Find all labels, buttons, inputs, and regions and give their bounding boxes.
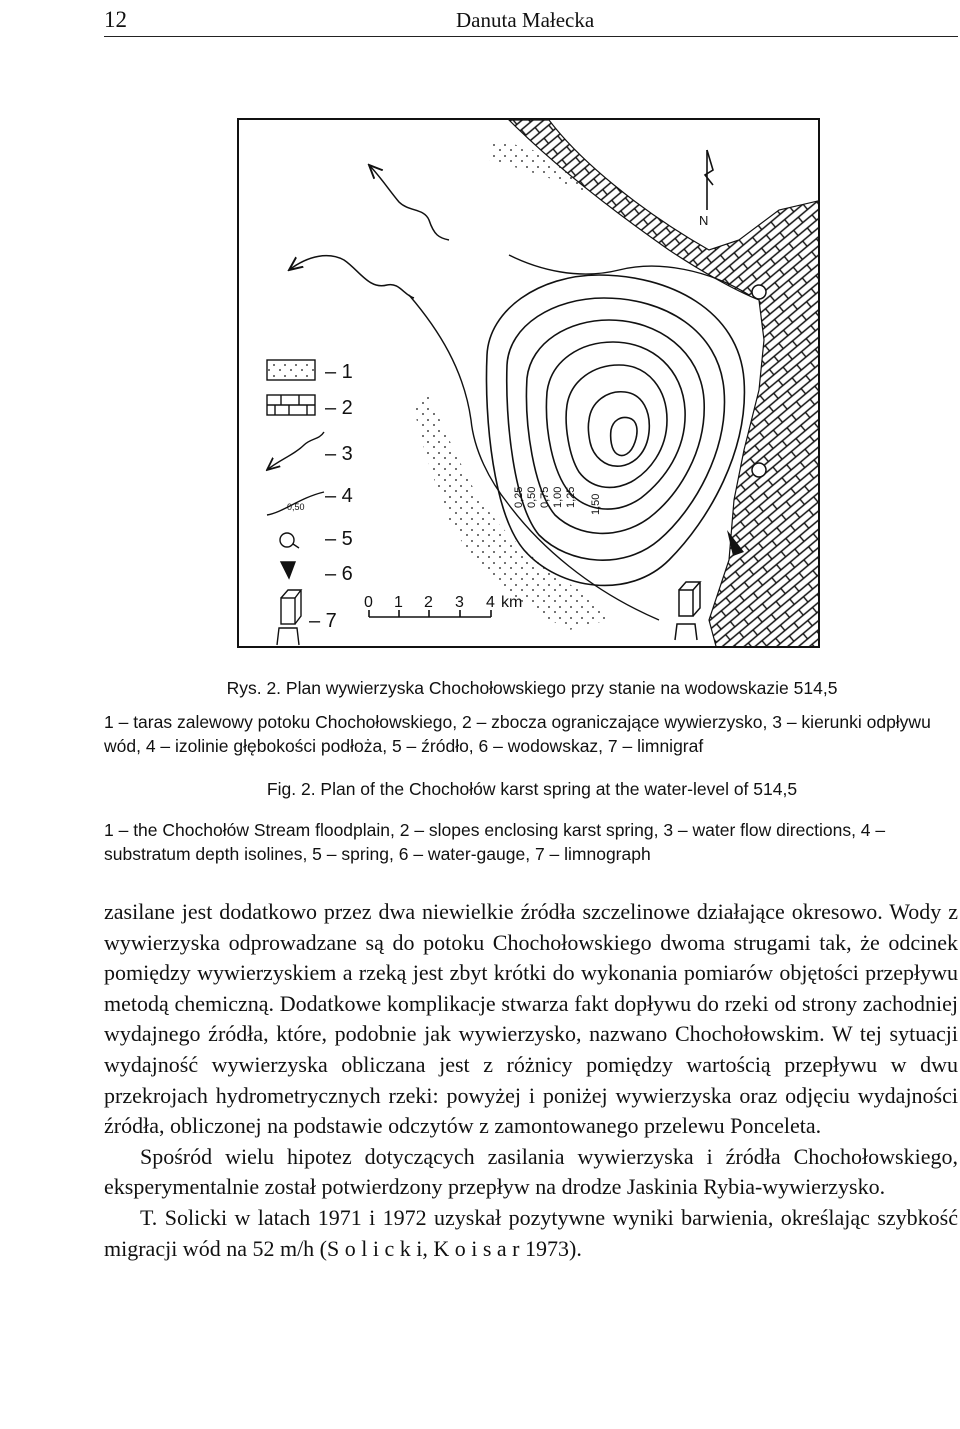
paragraph: zasilane jest dodatkowo przez dwa niewielkie źródła szczelinowe działające okresowo. Wody z wywierzyska odprowadzane są do potoku Chochołowskiego dwoma strugami tak, że odcinek pomiędzy wywierzyskiem a rzeką jest zbyt krótki do wykonania pomiarów objętości przepływu metodą chemiczną. Dodatkowe komplikacje stwarza fakt dopływu do rzeki od strony zachodniej wydajnego źródła, które, podobnie jak wywierzysko, nazwano Chochołowskim. W tej sytuacji wydajność wywierzyska obliczana jest z różnicy pomiędzy wartością przepływu w dwu przekrojach hydrometrycznych rzeki: powyżej i poniżej wywierzyska oraz odjęciu wydajności źródła, obliczonej na podstawie odczytów z zamontowanego przelewu Ponceleta. bbox=[104, 899, 958, 1139]
isoline-label: 1,25 bbox=[565, 486, 577, 508]
spring-icon bbox=[280, 533, 294, 547]
water-gauge-icon bbox=[281, 562, 295, 578]
scale-tick-label: 0 bbox=[364, 594, 373, 611]
scale-tick-label: 2 bbox=[424, 594, 433, 611]
legend-number: – 6 bbox=[325, 563, 353, 585]
scale-unit: km bbox=[501, 594, 523, 611]
slopes-brick-icon bbox=[267, 395, 315, 415]
running-head-author: Danuta Małecka bbox=[456, 8, 595, 32]
running-head bbox=[104, 4, 958, 37]
isoline-label: 1,50 bbox=[590, 493, 602, 515]
isoline-label: 0,50 bbox=[526, 486, 538, 508]
legend-number: – 2 bbox=[325, 397, 353, 419]
spring-marker bbox=[752, 285, 766, 299]
legend-number: – 4 bbox=[325, 485, 353, 507]
isoline-label: 0,75 bbox=[539, 486, 551, 508]
isoline-label: 1,00 bbox=[552, 486, 564, 508]
flow-arrow-icon bbox=[267, 432, 324, 470]
limnigraph-icon bbox=[277, 590, 301, 645]
caption-en-legend: 1 – the Chochołów Stream floodplain, 2 – slopes enclosing karst spring, 3 – water flow directions, 4 – substratum depth isolines, 5 – spring, 6 – water-gauge, 7 – limnograph bbox=[104, 820, 886, 864]
figure-map bbox=[237, 118, 820, 648]
body-text bbox=[104, 897, 958, 1264]
caption-pl-title: Rys. 2. Plan wywierzyska Chochołowskiego przy stanie na wodowskazie 514,5 bbox=[226, 678, 838, 698]
caption-en-title: Fig. 2. Plan of the Chochołów karst spring at the water-level of 514,5 bbox=[266, 779, 798, 799]
page-number: 12 bbox=[104, 7, 127, 32]
legend-number: – 1 bbox=[325, 361, 353, 383]
scale-bar bbox=[369, 610, 491, 617]
scale-tick-label: 4 bbox=[486, 594, 495, 611]
legend-number: – 7 bbox=[309, 610, 337, 632]
paragraph: Spośród wielu hipotez dotyczących zasilania wywierzyska i źródła Chochołowskiego, eksperymentalnie został potwierdzony przepływ na drodze Jaskinia Rybia-wywierzysko. bbox=[104, 1143, 958, 1200]
scale-tick-label: 1 bbox=[394, 594, 403, 611]
caption-pl-legend: 1 – taras zalewowy potoku Chochołowskiego, 2 – zbocza ograniczające wywierzysko, 3 – kierunki odpływu wód, 4 – izolinie głębokości podłoża, 5 – źródło, 6 – wodowskaz, 7 – limnigraf bbox=[104, 712, 931, 756]
scale-tick-label: 3 bbox=[455, 594, 464, 611]
isoline-label: 0,25 bbox=[513, 486, 525, 508]
isoline-legend-value: 0,50 bbox=[287, 502, 305, 512]
spring-marker bbox=[752, 463, 766, 477]
legend-number: – 3 bbox=[325, 443, 353, 465]
north-arrow bbox=[705, 150, 713, 210]
paragraph: T. Solicki w latach 1971 i 1972 uzyskał pozytywne wyniki barwienia, określając szybkość migracji wód na 52 m/h (S o l i c k i, K o i s a r 1973). bbox=[104, 1204, 958, 1261]
legend-number: – 5 bbox=[325, 528, 353, 550]
flow-direction-arrow bbox=[289, 256, 414, 298]
flow-direction-arrow bbox=[369, 165, 449, 240]
north-label: N bbox=[699, 213, 709, 228]
limnigraph-marker bbox=[675, 582, 700, 640]
floodplain-icon bbox=[267, 360, 315, 380]
slopes-enclosing-spring bbox=[509, 120, 820, 648]
depth-isolines bbox=[486, 275, 744, 585]
